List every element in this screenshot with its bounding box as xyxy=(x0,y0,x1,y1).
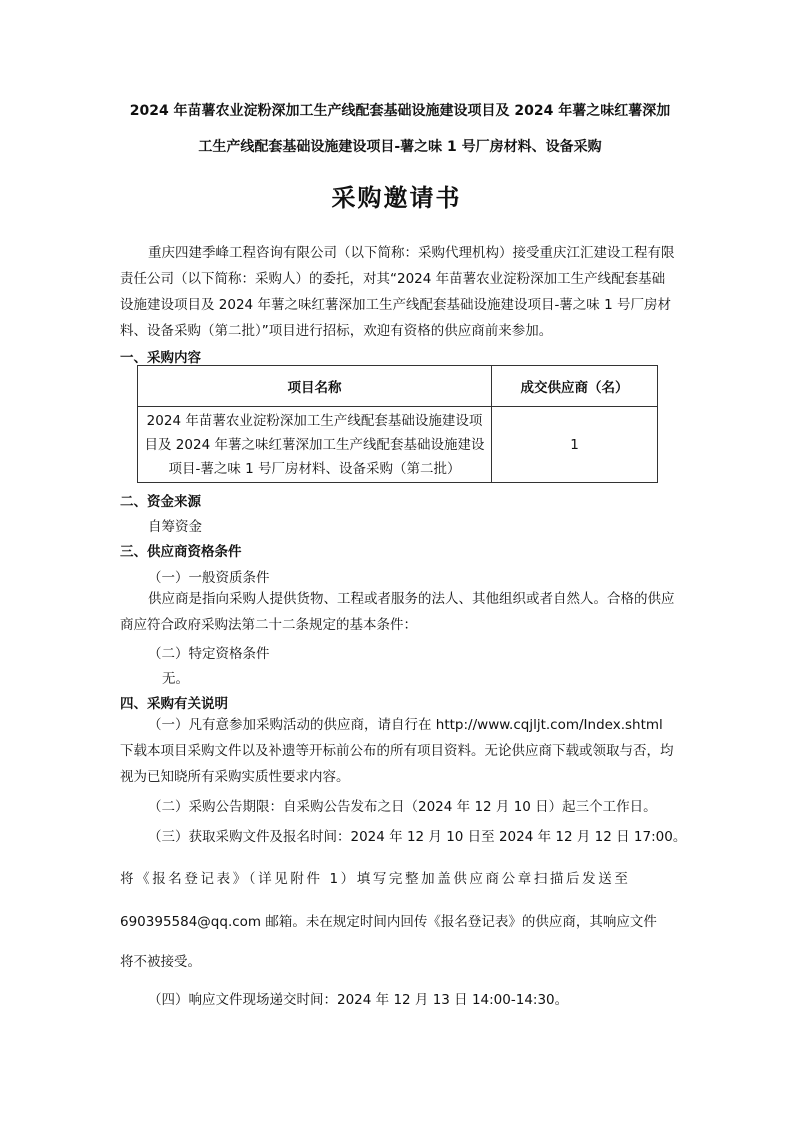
specific-qualification-heading: （二）特定资格条件 xyxy=(148,646,270,662)
general-qualification-heading: （一）一般资质条件 xyxy=(148,570,270,586)
intro-paragraph: 重庆四建季峰工程咨询有限公司（以下简称：采购代理机构）接受重庆江汇建设工程有限责任公司（以下简称：采购人）的委托，对其“2024 年苗薯农业淀粉深加工生产线配套基础设施建设项目及 2024 年薯之味红薯深加工生产线配套基础设施建设项目-薯之味 1 号厂房材料、设备采购（第二批）”项目进行招标，欢迎有资格的供应商前来参加。 xyxy=(120,245,675,339)
section-1-heading: 一、采购内容 xyxy=(120,350,201,366)
document-title-line-2: 工生产线配套基础设施建设项目-薯之味 1 号厂房材料、设备采购 xyxy=(198,139,602,155)
cell-project-name: 2024 年苗薯农业淀粉深加工生产线配套基础设施建设项目及 2024 年薯之味红薯深加工生产线配套基础设施建设项目-薯之味 1 号厂房材料、设备采购（第二批） xyxy=(138,407,492,483)
procurement-note-item-3-line-3: 690395584@qq.com 邮箱。未在规定时间内回传《报名登记表》的供应商，其响应文件 xyxy=(120,914,657,930)
specific-qualification-text: 无。 xyxy=(162,671,189,687)
procurement-note-item-3-line-4: 将不被接受。 xyxy=(120,954,201,970)
general-qualification-text: 供应商是指向采购人提供货物、工程或者服务的法人、其他组织或者自然人。合格的供应商应符合政府采购法第二十二条规定的基本条件： xyxy=(120,591,675,633)
cell-supplier-count: 1 xyxy=(492,407,658,483)
column-header-project-name: 项目名称 xyxy=(138,366,492,407)
section-3-heading: 三、供应商资格条件 xyxy=(120,544,242,560)
section-4-heading: 四、采购有关说明 xyxy=(120,696,228,712)
procurement-note-item-1: （一）凡有意参加采购活动的供应商，请自行在 http://www.cqjljt.com/Index.shtml 下载本项目采购文件以及补遗等开标前公布的所有项目资料。无论供应商下载或领取与否，均视为已知晓所有采购实质性要求内容。 xyxy=(120,717,674,785)
main-title: 采购邀请书 xyxy=(331,184,462,212)
procurement-note-item-3-line-2: 将《报名登记表》（详见附件 1）填写完整加盖供应商公章扫描后发送至 xyxy=(120,871,631,887)
procurement-table xyxy=(137,365,658,483)
section-2-heading: 二、资金来源 xyxy=(120,494,201,510)
funding-source-text: 自筹资金 xyxy=(148,519,202,535)
table-row xyxy=(138,407,658,483)
procurement-note-item-3: （三）获取采购文件及报名时间：2024 年 12 月 10 日至 2024 年 12 月 12 日 17:00。 xyxy=(148,829,687,845)
document-title-line-1: 2024 年苗薯农业淀粉深加工生产线配套基础设施建设项目及 2024 年薯之味红薯深加 xyxy=(129,103,671,119)
procurement-note-item-2: （二）采购公告期限：自采购公告发布之日（2024 年 12 月 10 日）起三个工作日。 xyxy=(148,799,657,815)
procurement-note-item-4: （四）响应文件现场递交时间：2024 年 12 月 13 日 14:00-14:30。 xyxy=(148,992,569,1008)
table-header-row xyxy=(138,366,658,407)
column-header-supplier-count: 成交供应商（名） xyxy=(492,366,658,407)
